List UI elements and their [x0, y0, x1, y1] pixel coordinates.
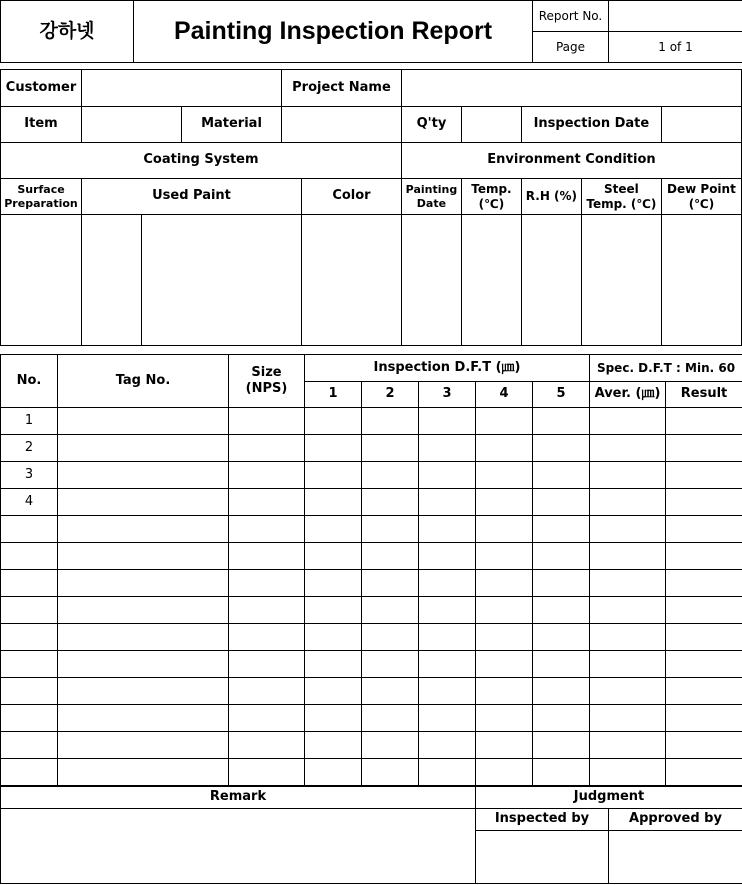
table-row	[1, 678, 742, 705]
tag-no-cell[interactable]	[58, 759, 229, 786]
point-2-header: 2	[362, 382, 419, 408]
judgment-label: Judgment	[476, 787, 742, 809]
point-4-cell[interactable]	[476, 435, 533, 462]
point-1-cell[interactable]	[305, 732, 362, 759]
point-5-cell[interactable]	[533, 651, 590, 678]
dew-point-field[interactable]	[661, 215, 741, 346]
point-3-cell[interactable]	[419, 732, 476, 759]
point-2-cell[interactable]	[362, 624, 419, 651]
average-cell[interactable]	[590, 543, 666, 570]
point-2-cell[interactable]	[362, 732, 419, 759]
info-section	[0, 69, 742, 346]
point-3-cell[interactable]	[419, 678, 476, 705]
point-4-cell[interactable]	[476, 759, 533, 786]
row-number-cell	[1, 678, 58, 705]
row-number-cell: 2	[1, 435, 58, 462]
result-cell[interactable]	[666, 462, 742, 489]
project-name-label: Project Name	[281, 70, 401, 107]
row-number-cell	[1, 705, 58, 732]
result-cell[interactable]	[666, 435, 742, 462]
tag-no-cell[interactable]	[58, 462, 229, 489]
used-paint-field-1[interactable]	[82, 215, 142, 346]
point-4-cell[interactable]	[476, 462, 533, 489]
average-cell[interactable]	[590, 624, 666, 651]
size-header: Size (NPS)	[229, 355, 305, 408]
remark-label: Remark	[1, 787, 476, 809]
painting-date-field[interactable]	[401, 215, 461, 346]
size-cell[interactable]	[229, 759, 305, 786]
tag-no-cell[interactable]	[58, 489, 229, 516]
used-paint-header: Used Paint	[82, 179, 302, 215]
size-cell[interactable]	[229, 435, 305, 462]
approved-by-label: Approved by	[609, 809, 742, 831]
result-cell[interactable]	[666, 516, 742, 543]
row-number-cell	[1, 570, 58, 597]
point-1-cell[interactable]	[305, 408, 362, 435]
point-4-cell[interactable]	[476, 408, 533, 435]
result-cell[interactable]	[666, 543, 742, 570]
table-row	[1, 516, 742, 543]
rh-header: R.H (%)	[521, 179, 581, 215]
row-number-cell	[1, 624, 58, 651]
size-cell[interactable]	[229, 516, 305, 543]
point-5-cell[interactable]	[533, 408, 590, 435]
point-5-cell[interactable]	[533, 462, 590, 489]
average-cell[interactable]	[590, 435, 666, 462]
result-header: Result	[666, 382, 742, 408]
point-4-cell[interactable]	[476, 516, 533, 543]
average-cell[interactable]	[590, 678, 666, 705]
point-4-header: 4	[476, 382, 533, 408]
table-row	[1, 624, 742, 651]
point-3-cell[interactable]	[419, 462, 476, 489]
average-header: Aver. (㎛)	[590, 382, 666, 408]
point-3-cell[interactable]	[419, 759, 476, 786]
dew-point-header: Dew Point (℃)	[661, 179, 741, 215]
color-header: Color	[301, 179, 401, 215]
average-cell[interactable]	[590, 705, 666, 732]
table-row	[1, 489, 742, 516]
size-cell[interactable]	[229, 570, 305, 597]
point-4-cell[interactable]	[476, 624, 533, 651]
size-cell[interactable]	[229, 678, 305, 705]
point-5-cell[interactable]	[533, 570, 590, 597]
item-label: Item	[1, 107, 82, 143]
row-number-cell	[1, 516, 58, 543]
page-value: 1 of 1	[609, 32, 742, 63]
point-5-cell[interactable]	[533, 435, 590, 462]
point-4-cell[interactable]	[476, 705, 533, 732]
point-1-cell[interactable]	[305, 543, 362, 570]
table-row	[1, 651, 742, 678]
point-4-cell[interactable]	[476, 678, 533, 705]
point-3-cell[interactable]	[419, 543, 476, 570]
point-1-header: 1	[305, 382, 362, 408]
point-4-cell[interactable]	[476, 570, 533, 597]
table-row	[1, 408, 742, 435]
point-5-cell[interactable]	[533, 732, 590, 759]
material-field[interactable]	[281, 107, 401, 143]
tag-no-cell[interactable]	[58, 408, 229, 435]
point-2-cell[interactable]	[362, 516, 419, 543]
tag-no-cell[interactable]	[58, 732, 229, 759]
tag-no-cell[interactable]	[58, 651, 229, 678]
report-no-label: Report No.	[533, 1, 609, 32]
size-cell[interactable]	[229, 543, 305, 570]
table-row	[1, 732, 742, 759]
point-5-cell[interactable]	[533, 489, 590, 516]
row-number-cell: 4	[1, 489, 58, 516]
report-header	[0, 0, 742, 63]
steel-temp-field[interactable]	[581, 215, 661, 346]
row-number-cell	[1, 543, 58, 570]
tag-no-header: Tag No.	[58, 355, 229, 408]
steel-temp-header: Steel Temp. (℃)	[581, 179, 661, 215]
tag-no-cell[interactable]	[58, 570, 229, 597]
row-number-cell	[1, 651, 58, 678]
page-title: Painting Inspection Report	[134, 1, 533, 63]
result-cell[interactable]	[666, 678, 742, 705]
point-5-cell[interactable]	[533, 516, 590, 543]
point-3-cell[interactable]	[419, 489, 476, 516]
result-cell[interactable]	[666, 408, 742, 435]
company-name: 강하넷	[1, 1, 134, 63]
no-header: No.	[1, 355, 58, 408]
point-2-cell[interactable]	[362, 408, 419, 435]
color-field[interactable]	[301, 215, 401, 346]
coating-system-heading: Coating System	[1, 143, 402, 179]
point-3-cell[interactable]	[419, 651, 476, 678]
point-1-cell[interactable]	[305, 705, 362, 732]
average-cell[interactable]	[590, 462, 666, 489]
point-5-cell[interactable]	[533, 624, 590, 651]
remark-field[interactable]	[1, 809, 476, 884]
size-cell[interactable]	[229, 597, 305, 624]
inspected-by-label: Inspected by	[476, 809, 609, 831]
point-1-cell[interactable]	[305, 570, 362, 597]
row-number-cell: 3	[1, 462, 58, 489]
result-cell[interactable]	[666, 570, 742, 597]
approved-by-signature-field[interactable]	[609, 831, 742, 884]
material-label: Material	[182, 107, 282, 143]
point-2-cell[interactable]	[362, 705, 419, 732]
point-2-cell[interactable]	[362, 678, 419, 705]
tag-no-cell[interactable]	[58, 624, 229, 651]
result-cell[interactable]	[666, 651, 742, 678]
result-cell[interactable]	[666, 597, 742, 624]
point-2-cell[interactable]	[362, 759, 419, 786]
temp-field[interactable]	[461, 215, 521, 346]
point-2-cell[interactable]	[362, 543, 419, 570]
size-cell[interactable]	[229, 408, 305, 435]
inspection-date-field[interactable]	[661, 107, 741, 143]
point-5-cell[interactable]	[533, 543, 590, 570]
table-row	[1, 597, 742, 624]
point-2-cell[interactable]	[362, 489, 419, 516]
point-1-cell[interactable]	[305, 489, 362, 516]
table-row	[1, 705, 742, 732]
item-field[interactable]	[82, 107, 182, 143]
point-1-cell[interactable]	[305, 759, 362, 786]
average-cell[interactable]	[590, 651, 666, 678]
point-1-cell[interactable]	[305, 516, 362, 543]
rh-field[interactable]	[521, 215, 581, 346]
point-3-cell[interactable]	[419, 624, 476, 651]
average-cell[interactable]	[590, 732, 666, 759]
result-cell[interactable]	[666, 759, 742, 786]
point-2-cell[interactable]	[362, 570, 419, 597]
row-number-cell	[1, 759, 58, 786]
size-cell[interactable]	[229, 732, 305, 759]
report-no-field[interactable]	[609, 1, 742, 32]
point-1-cell[interactable]	[305, 462, 362, 489]
row-number-cell	[1, 597, 58, 624]
point-4-cell[interactable]	[476, 732, 533, 759]
customer-field[interactable]	[82, 70, 282, 107]
average-cell[interactable]	[590, 597, 666, 624]
tag-no-cell[interactable]	[58, 516, 229, 543]
result-cell[interactable]	[666, 489, 742, 516]
size-cell[interactable]	[229, 462, 305, 489]
row-number-cell: 1	[1, 408, 58, 435]
qty-label: Q'ty	[401, 107, 461, 143]
inspected-by-signature-field[interactable]	[476, 831, 609, 884]
surface-preparation-header: Surface Preparation	[1, 179, 82, 215]
point-5-cell[interactable]	[533, 597, 590, 624]
point-3-cell[interactable]	[419, 705, 476, 732]
inspection-dft-header: Inspection D.F.T (㎛)	[305, 355, 590, 382]
point-1-cell[interactable]	[305, 678, 362, 705]
point-1-cell[interactable]	[305, 624, 362, 651]
point-1-cell[interactable]	[305, 597, 362, 624]
dft-table	[0, 354, 742, 786]
point-3-cell[interactable]	[419, 408, 476, 435]
average-cell[interactable]	[590, 516, 666, 543]
result-cell[interactable]	[666, 624, 742, 651]
size-cell[interactable]	[229, 651, 305, 678]
table-row	[1, 462, 742, 489]
point-2-cell[interactable]	[362, 597, 419, 624]
footer-section	[0, 786, 742, 884]
average-cell[interactable]	[590, 570, 666, 597]
average-cell[interactable]	[590, 408, 666, 435]
result-cell[interactable]	[666, 732, 742, 759]
table-row	[1, 759, 742, 786]
point-2-cell[interactable]	[362, 435, 419, 462]
table-row	[1, 543, 742, 570]
tag-no-cell[interactable]	[58, 705, 229, 732]
customer-label: Customer	[1, 70, 82, 107]
tag-no-cell[interactable]	[58, 543, 229, 570]
size-cell[interactable]	[229, 705, 305, 732]
row-number-cell	[1, 732, 58, 759]
project-name-field[interactable]	[401, 70, 741, 107]
size-cell[interactable]	[229, 624, 305, 651]
painting-date-header: Painting Date	[401, 179, 461, 215]
point-5-cell[interactable]	[533, 759, 590, 786]
point-3-cell[interactable]	[419, 435, 476, 462]
inspection-date-label: Inspection Date	[521, 107, 661, 143]
average-cell[interactable]	[590, 489, 666, 516]
temp-header: Temp. (℃)	[461, 179, 521, 215]
surface-preparation-field[interactable]	[1, 215, 82, 346]
result-cell[interactable]	[666, 705, 742, 732]
point-3-cell[interactable]	[419, 516, 476, 543]
page-label: Page	[533, 32, 609, 63]
tag-no-cell[interactable]	[58, 678, 229, 705]
point-1-cell[interactable]	[305, 435, 362, 462]
point-4-cell[interactable]	[476, 651, 533, 678]
environment-condition-heading: Environment Condition	[401, 143, 741, 179]
point-3-header: 3	[419, 382, 476, 408]
point-1-cell[interactable]	[305, 651, 362, 678]
qty-field[interactable]	[461, 107, 521, 143]
point-3-cell[interactable]	[419, 570, 476, 597]
tag-no-cell[interactable]	[58, 435, 229, 462]
spec-dft-header: Spec. D.F.T : Min. 60	[590, 355, 742, 382]
point-2-cell[interactable]	[362, 462, 419, 489]
point-5-header: 5	[533, 382, 590, 408]
point-4-cell[interactable]	[476, 597, 533, 624]
point-4-cell[interactable]	[476, 489, 533, 516]
size-cell[interactable]	[229, 489, 305, 516]
point-5-cell[interactable]	[533, 705, 590, 732]
tag-no-cell[interactable]	[58, 597, 229, 624]
point-2-cell[interactable]	[362, 651, 419, 678]
point-5-cell[interactable]	[533, 678, 590, 705]
point-3-cell[interactable]	[419, 597, 476, 624]
used-paint-field-2[interactable]	[142, 215, 302, 346]
table-row	[1, 570, 742, 597]
point-4-cell[interactable]	[476, 543, 533, 570]
average-cell[interactable]	[590, 759, 666, 786]
table-row	[1, 435, 742, 462]
